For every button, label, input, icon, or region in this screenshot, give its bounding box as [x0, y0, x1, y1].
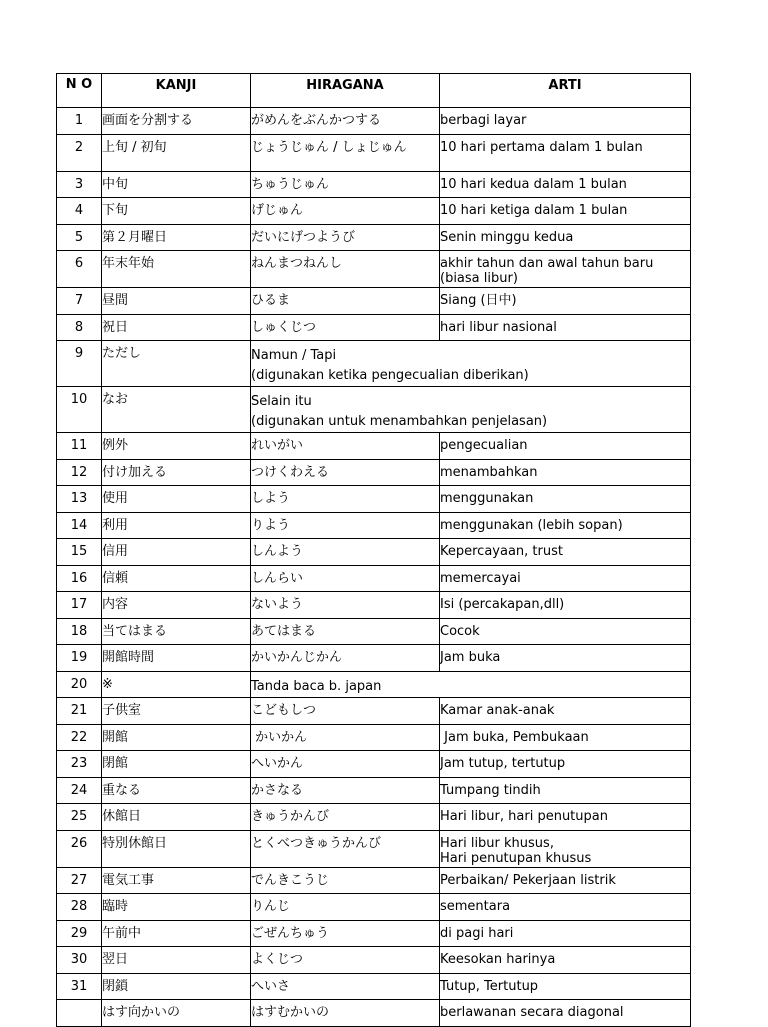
meaning-cell: 10 hari ketiga dalam 1 bulan [440, 198, 691, 225]
row-number: 5 [57, 224, 102, 251]
merged-description-cell-line: (digunakan untuk menambahkan penjelasan) [251, 414, 548, 429]
kanji-cell: 昼間 [102, 288, 251, 315]
kanji-cell: 閉館 [102, 751, 251, 778]
row-number: 12 [57, 459, 102, 486]
meaning-cell: Kepercayaan, trust [440, 539, 691, 566]
table-row [57, 618, 691, 645]
row-number: 6 [57, 251, 102, 288]
meaning-cell: 10 hari kedua dalam 1 bulan [440, 171, 691, 198]
table-row [57, 671, 691, 698]
hiragana-cell: あてはまる [251, 618, 440, 645]
row-number: 9 [57, 341, 102, 387]
meaning-cell: Jam tutup, tertutup [440, 751, 691, 778]
meaning-cell: menggunakan [440, 486, 691, 513]
table-row [57, 512, 691, 539]
row-number: 27 [57, 867, 102, 894]
hiragana-cell: ないよう [251, 592, 440, 619]
meaning-cell: Perbaikan/ Pekerjaan listrik [440, 867, 691, 894]
table-row [57, 645, 691, 672]
kanji-cell: 重なる [102, 777, 251, 804]
row-number: 20 [57, 671, 102, 698]
header-hiragana: HIRAGANA [251, 74, 440, 108]
row-number: 3 [57, 171, 102, 198]
kanji-cell: 上旬 / 初旬 [102, 134, 251, 171]
meaning-cell: akhir tahun dan awal tahun baru (biasa libur) [440, 251, 691, 288]
meaning-cell: Senin minggu kedua [440, 224, 691, 251]
hiragana-cell: れいがい [251, 433, 440, 460]
row-number [57, 1000, 102, 1027]
merged-description-cell [251, 671, 691, 698]
hiragana-cell: しゅくじつ [251, 314, 440, 341]
kanji-cell: 当てはまる [102, 618, 251, 645]
row-number: 4 [57, 198, 102, 225]
hiragana-cell: きゅうかんび [251, 804, 440, 831]
kanji-cell: 翌日 [102, 947, 251, 974]
kanji-cell: 内容 [102, 592, 251, 619]
meaning-cell: Keesokan harinya [440, 947, 691, 974]
row-number: 18 [57, 618, 102, 645]
meaning-cell: pengecualian [440, 433, 691, 460]
table-row [57, 486, 691, 513]
hiragana-cell: だいにげつようび [251, 224, 440, 251]
row-number: 1 [57, 108, 102, 135]
meaning-cell: Tutup, Tertutup [440, 973, 691, 1000]
hiragana-cell: かいかんじかん [251, 645, 440, 672]
kanji-cell: 年末年始 [102, 251, 251, 288]
hiragana-cell: しよう [251, 486, 440, 513]
meaning-cell: Jam buka, Pembukaan [440, 724, 691, 751]
hiragana-cell: へいかん [251, 751, 440, 778]
table-row [57, 698, 691, 725]
table-row [57, 288, 691, 315]
table-row [57, 251, 691, 288]
kanji-cell: ※ [102, 671, 251, 698]
kanji-cell: 午前中 [102, 920, 251, 947]
row-number: 24 [57, 777, 102, 804]
hiragana-cell: でんきこうじ [251, 867, 440, 894]
hiragana-cell: しんらい [251, 565, 440, 592]
table-row [57, 1000, 691, 1027]
meaning-cell: berlawanan secara diagonal [440, 1000, 691, 1027]
row-number: 16 [57, 565, 102, 592]
header-kanji: KANJI [102, 74, 251, 108]
header-arti: ARTI [440, 74, 691, 108]
row-number: 28 [57, 894, 102, 921]
kanji-cell: はす向かいの [102, 1000, 251, 1027]
vocabulary-table [56, 73, 691, 1027]
meaning-cell: Jam buka [440, 645, 691, 672]
kanji-cell: 画面を分割する [102, 108, 251, 135]
hiragana-cell: こどもしつ [251, 698, 440, 725]
merged-description-cell-line: (digunakan ketika pengecualian diberikan) [251, 368, 529, 383]
merged-description-cell-line: Tanda baca b. japan [251, 678, 382, 694]
hiragana-cell: ねんまつねんし [251, 251, 440, 288]
hiragana-cell: ひるま [251, 288, 440, 315]
hiragana-cell: げじゅん [251, 198, 440, 225]
kanji-cell: 子供室 [102, 698, 251, 725]
table-row [57, 134, 691, 171]
hiragana-cell: はすむかいの [251, 1000, 440, 1027]
meaning-cell: Kamar anak-anak [440, 698, 691, 725]
meaning-cell: 10 hari pertama dalam 1 bulan [440, 134, 691, 171]
table-row [57, 341, 691, 387]
kanji-cell: 特別休館日 [102, 830, 251, 867]
table-row [57, 724, 691, 751]
meaning-cell [440, 830, 691, 867]
table-row [57, 751, 691, 778]
table-row [57, 894, 691, 921]
table-row [57, 433, 691, 460]
meaning-cell: Isi (percakapan,dll) [440, 592, 691, 619]
meaning-cell: berbagi layar [440, 108, 691, 135]
meaning-cell: menggunakan (lebih sopan) [440, 512, 691, 539]
table-row [57, 804, 691, 831]
kanji-cell: 信頼 [102, 565, 251, 592]
merged-description-cell-line: Selain itu [251, 394, 312, 409]
kanji-cell: 利用 [102, 512, 251, 539]
meaning-cell-line: Hari libur khusus, [440, 835, 554, 851]
table-row [57, 973, 691, 1000]
row-number: 19 [57, 645, 102, 672]
table-row [57, 108, 691, 135]
row-number: 2 [57, 134, 102, 171]
row-number: 10 [57, 387, 102, 433]
meaning-cell: menambahkan [440, 459, 691, 486]
table-row [57, 314, 691, 341]
kanji-cell: 開館 [102, 724, 251, 751]
hiragana-cell: つけくわえる [251, 459, 440, 486]
row-number: 8 [57, 314, 102, 341]
table-row [57, 867, 691, 894]
kanji-cell: 信用 [102, 539, 251, 566]
row-number: 26 [57, 830, 102, 867]
kanji-cell: 使用 [102, 486, 251, 513]
hiragana-cell: じょうじゅん / しょじゅん [251, 134, 440, 171]
meaning-cell: di pagi hari [440, 920, 691, 947]
meaning-cell: Cocok [440, 618, 691, 645]
meaning-cell: memercayai [440, 565, 691, 592]
table-row [57, 171, 691, 198]
row-number: 22 [57, 724, 102, 751]
table-body [57, 108, 691, 1027]
table-row [57, 947, 691, 974]
table-row [57, 459, 691, 486]
meaning-cell: Hari libur, hari penutupan [440, 804, 691, 831]
hiragana-cell: りんじ [251, 894, 440, 921]
kanji-cell: ただし [102, 341, 251, 387]
hiragana-cell: ちゅうじゅん [251, 171, 440, 198]
table-row [57, 539, 691, 566]
kanji-cell: 休館日 [102, 804, 251, 831]
meaning-cell: sementara [440, 894, 691, 921]
kanji-cell: 中旬 [102, 171, 251, 198]
header-no: N O [57, 74, 102, 108]
hiragana-cell: とくべつきゅうかんび [251, 830, 440, 867]
row-number: 15 [57, 539, 102, 566]
table-row [57, 198, 691, 225]
table-row [57, 224, 691, 251]
merged-description-cell [251, 341, 691, 387]
header-row [57, 74, 691, 108]
kanji-cell: 臨時 [102, 894, 251, 921]
row-number: 23 [57, 751, 102, 778]
kanji-cell: 例外 [102, 433, 251, 460]
kanji-cell: 電気工事 [102, 867, 251, 894]
kanji-cell: 付け加える [102, 459, 251, 486]
row-number: 29 [57, 920, 102, 947]
row-number: 25 [57, 804, 102, 831]
hiragana-cell: かいかん [251, 724, 440, 751]
table-row [57, 387, 691, 433]
merged-description-cell-line: Namun / Tapi [251, 348, 337, 363]
table-row [57, 920, 691, 947]
hiragana-cell: りよう [251, 512, 440, 539]
hiragana-cell: かさなる [251, 777, 440, 804]
kanji-cell: なお [102, 387, 251, 433]
table-row [57, 830, 691, 867]
kanji-cell: 下旬 [102, 198, 251, 225]
hiragana-cell: へいさ [251, 973, 440, 1000]
meaning-cell: hari libur nasional [440, 314, 691, 341]
kanji-cell: 開館時間 [102, 645, 251, 672]
hiragana-cell: しんよう [251, 539, 440, 566]
hiragana-cell: ごぜんちゅう [251, 920, 440, 947]
kanji-cell: 第２月曜日 [102, 224, 251, 251]
table-row [57, 777, 691, 804]
row-number: 11 [57, 433, 102, 460]
kanji-cell: 祝日 [102, 314, 251, 341]
merged-description-cell [251, 387, 691, 433]
row-number: 21 [57, 698, 102, 725]
kanji-cell: 閉鎖 [102, 973, 251, 1000]
row-number: 13 [57, 486, 102, 513]
hiragana-cell: よくじつ [251, 947, 440, 974]
hiragana-cell: がめんをぶんかつする [251, 108, 440, 135]
row-number: 31 [57, 973, 102, 1000]
row-number: 14 [57, 512, 102, 539]
table-row [57, 592, 691, 619]
row-number: 30 [57, 947, 102, 974]
meaning-cell-line: Hari penutupan khusus [440, 850, 592, 866]
row-number: 17 [57, 592, 102, 619]
meaning-cell: Siang (日中) [440, 288, 691, 315]
row-number: 7 [57, 288, 102, 315]
table-row [57, 565, 691, 592]
meaning-cell: Tumpang tindih [440, 777, 691, 804]
